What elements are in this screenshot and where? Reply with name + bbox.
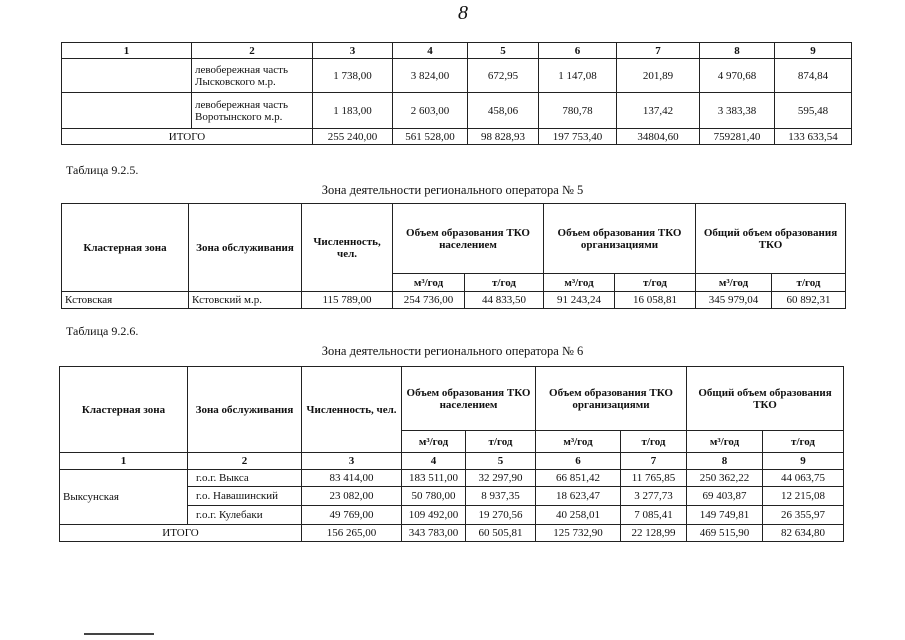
col-number: 3 [302,453,402,470]
table-caption: Таблица 9.2.5. [66,163,139,177]
total-value: 469 515,90 [687,525,763,542]
total-value: 156 265,00 [302,525,402,542]
population-cell: 49 769,00 [302,506,402,525]
header-population-volume: Объем образования ТКО населением [402,367,536,431]
total-value: 34804,60 [617,129,700,145]
unit-m3: м³/год [536,431,621,453]
header-population: Численность, чел. [302,204,393,292]
unit-t: т/год [621,431,687,453]
unit-m3: м³/год [687,431,763,453]
value-cell: 137,42 [617,93,700,129]
value-cell: 780,78 [539,93,617,129]
header-total-volume: Общий объем образования ТКО [687,367,844,431]
header-organization-volume: Объем образования ТКО организациями [544,204,696,274]
table-continuation [61,42,852,145]
value-cell: 19 270,56 [466,506,536,525]
col-number: 1 [62,43,192,59]
total-value: 82 634,80 [763,525,844,542]
value-cell: 672,95 [468,59,539,93]
page-mark: 8 [458,2,468,24]
value-cell: 60 892,31 [772,292,846,309]
value-cell: 7 085,41 [621,506,687,525]
header-service-zone: Зона обслуживания [188,367,302,453]
service-zone-cell: г.о. Навашинский [188,487,302,506]
col-number: 7 [621,453,687,470]
unit-t: т/год [763,431,844,453]
cluster-cell [62,59,192,93]
value-cell: 345 979,04 [696,292,772,309]
value-cell: 149 749,81 [687,506,763,525]
col-number: 4 [402,453,466,470]
col-number: 3 [313,43,393,59]
value-cell: 201,89 [617,59,700,93]
col-number: 9 [763,453,844,470]
service-zone-cell: г.о.г. Выкса [188,470,302,487]
unit-t: т/год [615,274,696,292]
col-number: 4 [393,43,468,59]
value-cell: 18 623,47 [536,487,621,506]
table-row [62,59,852,93]
col-number: 6 [539,43,617,59]
total-value: 98 828,93 [468,129,539,145]
header-organization-volume: Объем образования ТКО организациями [536,367,687,431]
value-cell: 40 258,01 [536,506,621,525]
total-value: 133 633,54 [775,129,852,145]
cluster-cell: Выксунская [60,470,188,525]
value-cell: 12 215,08 [763,487,844,506]
col-number: 2 [188,453,302,470]
table-9-2-6 [59,366,844,542]
col-number: 8 [687,453,763,470]
total-value: 561 528,00 [393,129,468,145]
value-cell: 91 243,24 [544,292,615,309]
value-cell: 66 851,42 [536,470,621,487]
col-number: 9 [775,43,852,59]
table-9-2-5 [61,203,846,309]
cluster-cell [62,93,192,129]
value-cell: 109 492,00 [402,506,466,525]
value-cell: 183 511,00 [402,470,466,487]
unit-m3: м³/год [393,274,465,292]
total-value: 255 240,00 [313,129,393,145]
header-population: Численность, чел. [302,367,402,453]
value-cell: 44 063,75 [763,470,844,487]
value-cell: 8 937,35 [466,487,536,506]
total-value: 60 505,81 [466,525,536,542]
value-cell: 16 058,81 [615,292,696,309]
value-cell: 1 738,00 [313,59,393,93]
header-service-zone: Зона обслуживания [189,204,302,292]
population-cell: 83 414,00 [302,470,402,487]
value-cell: 11 765,85 [621,470,687,487]
total-value: 197 753,40 [539,129,617,145]
total-value: 125 732,90 [536,525,621,542]
total-row [62,129,852,145]
value-cell: 3 824,00 [393,59,468,93]
value-cell: 1 147,08 [539,59,617,93]
unit-m3: м³/год [696,274,772,292]
value-cell: 69 403,87 [687,487,763,506]
table-title: Зона деятельности регионального оператора № 5 [321,183,584,197]
header-cluster: Кластерная зона [62,204,189,292]
header-row [60,367,844,431]
table-row [62,93,852,129]
col-number: 1 [60,453,188,470]
value-cell: 50 780,00 [402,487,466,506]
unit-t: т/год [466,431,536,453]
value-cell: 595,48 [775,93,852,129]
total-value: 759281,40 [700,129,775,145]
service-zone-cell: левобережная часть Воротынского м.р. [192,93,313,129]
unit-m3: м³/год [402,431,466,453]
total-label: ИТОГО [62,129,313,145]
col-number: 5 [468,43,539,59]
value-cell: 32 297,90 [466,470,536,487]
total-label: ИТОГО [60,525,302,542]
table-row [60,470,844,487]
col-number: 6 [536,453,621,470]
total-value: 343 783,00 [402,525,466,542]
unit-m3: м³/год [544,274,615,292]
population-cell: 115 789,00 [302,292,393,309]
col-number: 2 [192,43,313,59]
value-cell: 3 383,38 [700,93,775,129]
value-cell: 4 970,68 [700,59,775,93]
total-value: 22 128,99 [621,525,687,542]
unit-t: т/год [772,274,846,292]
value-cell: 26 355,97 [763,506,844,525]
service-zone-cell: г.о.г. Кулебаки [188,506,302,525]
value-cell: 2 603,00 [393,93,468,129]
value-cell: 874,84 [775,59,852,93]
value-cell: 1 183,00 [313,93,393,129]
service-zone-cell: Кстовский м.р. [189,292,302,309]
header-number-row [60,453,844,470]
service-zone-cell: левобережная часть Лысковского м.р. [192,59,313,93]
cluster-cell: Кстовская [62,292,189,309]
col-number: 8 [700,43,775,59]
header-cluster: Кластерная зона [60,367,188,453]
header-number-row [62,43,852,59]
population-cell: 23 082,00 [302,487,402,506]
unit-t: т/год [465,274,544,292]
header-row [62,204,846,274]
header-total-volume: Общий объем образования ТКО [696,204,846,274]
value-cell: 250 362,22 [687,470,763,487]
header-population-volume: Объем образования ТКО населением [393,204,544,274]
table-caption: Таблица 9.2.6. [66,324,139,338]
table-row [62,292,846,309]
col-number: 5 [466,453,536,470]
table-title: Зона деятельности регионального оператора № 6 [321,344,584,358]
col-number: 7 [617,43,700,59]
value-cell: 458,06 [468,93,539,129]
value-cell: 254 736,00 [393,292,465,309]
total-row [60,525,844,542]
scan-artifact [84,633,154,635]
value-cell: 3 277,73 [621,487,687,506]
value-cell: 44 833,50 [465,292,544,309]
